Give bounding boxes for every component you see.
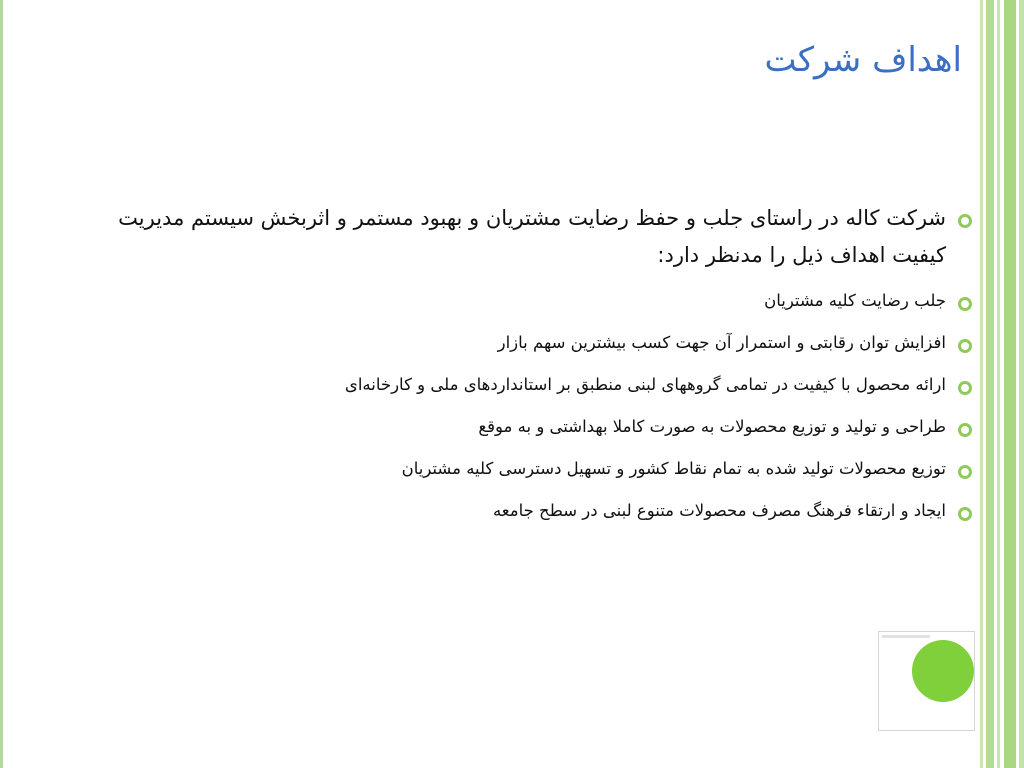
- circle-bullet-icon: [958, 381, 972, 395]
- circle-bullet-icon: [958, 214, 972, 228]
- circle-bullet-icon: [958, 297, 972, 311]
- goal-text: ارائه محصول با کیفیت در تمامی گروههای لبنی منطبق بر استانداردهای ملی و کارخانه‌ای: [344, 375, 946, 394]
- goal-item: [102, 288, 972, 314]
- decorative-stripe: [980, 0, 983, 768]
- goal-text: توزیع محصولات تولید شده به تمام نقاط کشور و تسهیل دسترسی کلیه مشتریان: [401, 459, 946, 478]
- goals-list: [102, 200, 972, 540]
- intro-text: شرکت کاله در راستای جلب و حفظ رضایت مشتریان و بهبود مستمر و اثربخش سیستم مدیریت کیفیت اهداف ذیل را مدنظر دارد:: [118, 206, 946, 267]
- goal-item: [102, 330, 972, 356]
- slide-title: اهداف شرکت: [764, 40, 962, 80]
- goal-text: ایجاد و ارتقاء فرهنگ مصرف محصولات متنوع لبنی در سطح جامعه: [492, 501, 946, 520]
- decorative-stripe: [986, 0, 994, 768]
- green-circle-decoration: [912, 640, 974, 702]
- circle-bullet-icon: [958, 423, 972, 437]
- goal-item: [102, 372, 972, 398]
- circle-bullet-icon: [958, 507, 972, 521]
- decorative-stripe: [1019, 0, 1024, 768]
- goal-text: جلب رضایت کلیه مشتریان: [764, 291, 946, 310]
- circle-bullet-icon: [958, 339, 972, 353]
- goal-item: [102, 456, 972, 482]
- decorative-stripe: [997, 0, 1000, 768]
- decorative-stripe: [1004, 0, 1016, 768]
- intro-item: [102, 200, 972, 274]
- goal-item: [102, 414, 972, 440]
- goal-text: طراحی و تولید و توزیع محصولات به صورت کاملا بهداشتی و به موقع: [478, 417, 946, 436]
- goal-text: افزایش توان رقابتی و استمرار آن جهت کسب بیشترین سهم بازار: [497, 333, 946, 352]
- left-frame-line: [0, 0, 3, 768]
- placeholder-caption-line: [882, 635, 930, 638]
- goal-item: [102, 498, 972, 524]
- circle-bullet-icon: [958, 465, 972, 479]
